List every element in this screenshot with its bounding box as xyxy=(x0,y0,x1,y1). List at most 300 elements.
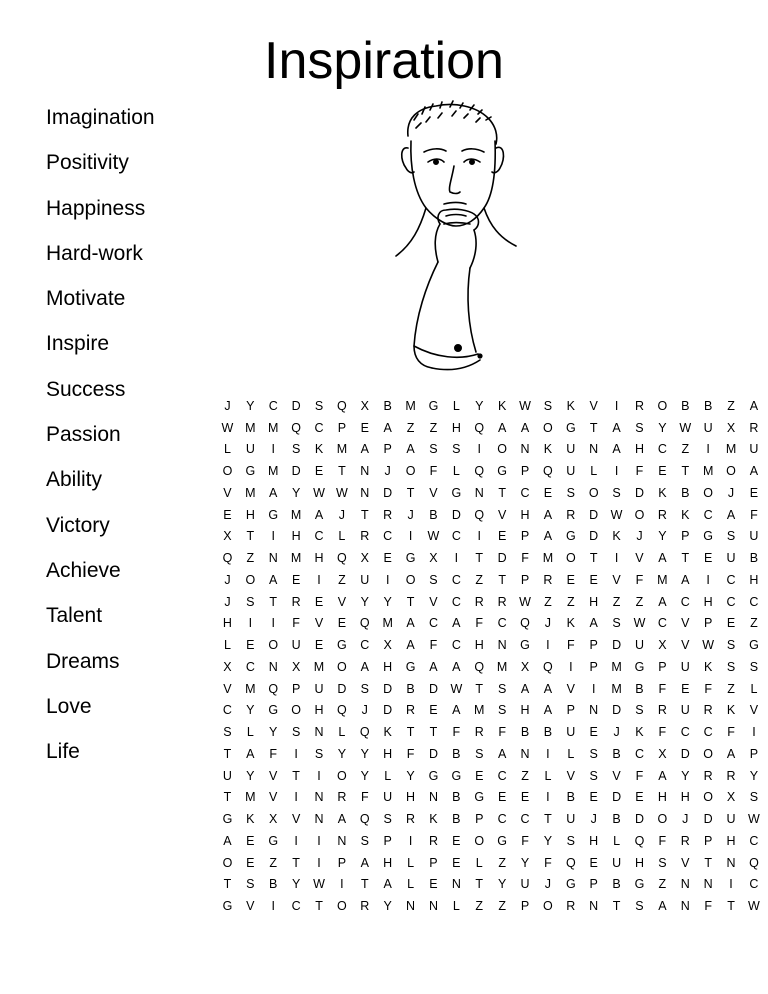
grid-letter: C xyxy=(703,725,713,740)
grid-letter: D xyxy=(428,746,438,761)
grid-letter: G xyxy=(634,877,645,892)
grid-letter: H xyxy=(245,507,255,522)
grid-letter: J xyxy=(544,877,552,892)
grid-letter: E xyxy=(543,485,553,500)
word-passion: Passion xyxy=(46,423,121,447)
grid-letter: D xyxy=(383,703,393,718)
grid-letter: X xyxy=(520,659,530,674)
grid-letter: E xyxy=(314,594,324,609)
grid-letter: O xyxy=(405,464,416,479)
grid-letter: Q xyxy=(474,464,485,479)
word-talent: Talent xyxy=(46,604,103,628)
word-motivate: Motivate xyxy=(46,287,126,311)
grid-letter: G xyxy=(565,420,576,435)
grid-letter: F xyxy=(429,638,438,653)
grid-row xyxy=(216,787,765,809)
grid-letter: Y xyxy=(749,768,759,783)
grid-letter: V xyxy=(589,398,598,413)
grid-letter: G xyxy=(749,638,759,653)
grid-letter: R xyxy=(337,790,347,805)
grid-row xyxy=(216,830,765,852)
grid-letter: Y xyxy=(246,398,255,413)
grid-letter: I xyxy=(271,442,275,457)
grid-letter: S xyxy=(360,833,369,848)
grid-letter: S xyxy=(360,681,369,696)
grid-letter: B xyxy=(612,877,621,892)
grid-letter: O xyxy=(543,420,553,435)
grid-letter: R xyxy=(383,507,393,522)
grid-letter: H xyxy=(291,529,301,544)
grid-letter: X xyxy=(223,659,232,674)
grid-letter: K xyxy=(635,725,644,740)
grid-letter: Z xyxy=(727,681,735,696)
grid-letter: C xyxy=(520,485,530,500)
grid-letter: Y xyxy=(246,768,255,783)
grid-letter: X xyxy=(223,529,232,544)
grid-letter: T xyxy=(406,725,415,740)
grid-letter: N xyxy=(268,659,278,674)
grid-letter: S xyxy=(291,442,301,457)
grid-row xyxy=(216,656,765,678)
grid-letter: S xyxy=(543,398,553,413)
word-ability: Ability xyxy=(46,468,103,492)
grid-letter: U xyxy=(566,812,576,827)
grid-letter: O xyxy=(222,464,233,479)
grid-letter: B xyxy=(612,746,621,761)
grid-letter: C xyxy=(726,594,736,609)
grid-letter: T xyxy=(338,464,346,479)
grid-letter: F xyxy=(704,899,712,914)
grid-letter: E xyxy=(497,790,507,805)
grid-letter: T xyxy=(498,572,506,587)
grid-letter: C xyxy=(497,812,507,827)
grid-letter: W xyxy=(679,420,692,435)
word-achieve: Achieve xyxy=(46,558,121,582)
grid-letter: M xyxy=(336,442,348,457)
grid-letter: L xyxy=(407,877,415,892)
grid-letter: S xyxy=(566,485,575,500)
grid-letter: N xyxy=(428,790,438,805)
grid-letter: Z xyxy=(498,899,506,914)
grid-letter: F xyxy=(704,681,712,696)
grid-letter: H xyxy=(451,420,461,435)
grid-letter: G xyxy=(405,551,416,566)
grid-row xyxy=(216,417,765,439)
grid-letter: P xyxy=(520,899,530,914)
grid-letter: A xyxy=(429,659,438,674)
grid-letter: V xyxy=(749,703,759,718)
grid-letter: A xyxy=(406,638,415,653)
grid-letter: Z xyxy=(338,572,346,587)
grid-letter: Z xyxy=(475,572,484,587)
grid-letter: Z xyxy=(612,594,621,609)
grid-letter: U xyxy=(291,638,301,653)
grid-letter: Q xyxy=(337,398,347,413)
grid-letter: I xyxy=(317,572,321,587)
grid-letter: O xyxy=(268,638,279,653)
grid-letter: L xyxy=(246,725,254,740)
grid-letter: S xyxy=(749,659,759,674)
word-life: Life xyxy=(46,740,80,764)
grid-letter: N xyxy=(589,703,599,718)
grid-letter: N xyxy=(520,442,530,457)
grid-letter: H xyxy=(222,616,232,631)
grid-letter: Z xyxy=(246,551,255,566)
grid-letter: B xyxy=(543,725,553,740)
grid-letter: E xyxy=(429,877,438,892)
grid-letter: S xyxy=(749,790,759,805)
grid-letter: T xyxy=(406,594,415,609)
grid-letter: H xyxy=(634,442,644,457)
grid-letter: P xyxy=(520,464,530,479)
grid-letter: L xyxy=(613,833,621,848)
grid-letter: A xyxy=(520,420,530,435)
grid-letter: M xyxy=(405,398,416,413)
grid-letter: I xyxy=(408,833,413,848)
grid-letter: G xyxy=(565,877,576,892)
grid-letter: S xyxy=(497,703,507,718)
grid-letter: I xyxy=(385,572,390,587)
grid-letter: I xyxy=(271,616,275,631)
grid-letter: A xyxy=(658,594,667,609)
grid-letter: A xyxy=(360,659,369,674)
grid-letter: I xyxy=(294,790,298,805)
grid-letter: S xyxy=(726,529,736,544)
grid-letter: E xyxy=(337,616,347,631)
grid-letter: U xyxy=(680,659,690,674)
word-imagination: Imagination xyxy=(46,106,155,129)
grid-letter: R xyxy=(703,768,713,783)
grid-letter: S xyxy=(497,681,507,696)
grid-letter: R xyxy=(474,594,484,609)
grid-letter: Y xyxy=(658,420,667,435)
grid-row xyxy=(216,765,765,787)
grid-letter: N xyxy=(314,790,324,805)
grid-letter: L xyxy=(544,768,552,783)
grid-letter: H xyxy=(749,572,759,587)
grid-letter: Y xyxy=(360,746,369,761)
grid-letter: F xyxy=(521,551,529,566)
grid-letter: Z xyxy=(566,594,575,609)
grid-row xyxy=(216,547,765,569)
grid-letter: W xyxy=(633,616,646,631)
grid-letter: V xyxy=(314,616,324,631)
grid-letter: F xyxy=(292,616,300,631)
grid-letter: H xyxy=(383,746,393,761)
grid-letter: T xyxy=(429,725,438,740)
grid-letter: H xyxy=(726,833,736,848)
grid-letter: R xyxy=(474,725,484,740)
grid-letter: Y xyxy=(360,594,369,609)
grid-letter: L xyxy=(452,899,460,914)
grid-letter: B xyxy=(681,485,690,500)
grid-letter: U xyxy=(703,420,713,435)
grid-letter: Q xyxy=(291,420,301,435)
grid-letter: F xyxy=(658,725,667,740)
grid-letter: S xyxy=(452,442,461,457)
grid-letter: N xyxy=(268,551,278,566)
grid-letter: M xyxy=(245,681,256,696)
grid-letter: V xyxy=(612,572,621,587)
grid-letter: L xyxy=(223,638,231,653)
grid-row xyxy=(216,700,765,722)
grid-letter: K xyxy=(429,812,438,827)
grid-letter: N xyxy=(406,899,416,914)
grid-letter: P xyxy=(337,420,347,435)
grid-letter: R xyxy=(634,398,644,413)
grid-letter: G xyxy=(268,703,279,718)
grid-letter: E xyxy=(658,464,667,479)
grid-letter: E xyxy=(589,572,598,587)
grid-letter: P xyxy=(520,572,530,587)
grid-letter: V xyxy=(429,594,438,609)
grid-letter: D xyxy=(634,812,644,827)
grid-letter: I xyxy=(752,725,756,740)
grid-letter: K xyxy=(612,529,621,544)
grid-letter: N xyxy=(314,812,324,827)
grid-letter: B xyxy=(566,790,575,805)
grid-letter: G xyxy=(497,464,507,479)
grid-letter: E xyxy=(246,638,255,653)
grid-letter: A xyxy=(383,877,392,892)
grid-letter: M xyxy=(245,790,256,805)
grid-letter: I xyxy=(248,616,253,631)
word-inspire: Inspire xyxy=(46,332,110,356)
grid-letter: C xyxy=(749,594,759,609)
grid-letter: G xyxy=(268,833,279,848)
grid-letter: V xyxy=(291,812,301,827)
grid-letter: G xyxy=(405,659,416,674)
grid-letter: K xyxy=(681,507,690,522)
grid-row xyxy=(216,743,765,765)
grid-letter: P xyxy=(566,703,575,718)
grid-letter: F xyxy=(750,507,758,522)
grid-letter: M xyxy=(611,659,622,674)
grid-letter: R xyxy=(360,529,370,544)
word-success: Success xyxy=(46,377,126,401)
grid-letter: A xyxy=(749,464,759,479)
grid-letter: E xyxy=(589,725,598,740)
grid-letter: A xyxy=(612,420,621,435)
grid-letter: I xyxy=(477,442,481,457)
grid-letter: M xyxy=(268,464,279,479)
grid-letter: Q xyxy=(268,681,279,696)
grid-letter: J xyxy=(338,507,346,522)
grid-letter: B xyxy=(749,551,759,566)
grid-letter: B xyxy=(452,790,461,805)
grid-letter: F xyxy=(429,464,438,479)
grid-letter: C xyxy=(497,768,507,783)
grid-letter: Y xyxy=(681,768,690,783)
grid-letter: S xyxy=(635,899,644,914)
grid-letter: A xyxy=(360,855,369,870)
grid-letter: D xyxy=(680,746,690,761)
grid-letter: E xyxy=(635,790,644,805)
grid-letter: Y xyxy=(246,703,255,718)
grid-letter: T xyxy=(475,877,484,892)
grid-letter: P xyxy=(291,681,301,696)
grid-letter: A xyxy=(497,420,507,435)
grid-letter: N xyxy=(589,442,599,457)
grid-letter: K xyxy=(497,398,507,413)
grid-letter: Z xyxy=(727,398,735,413)
grid-letter: P xyxy=(589,877,598,892)
grid-letter: C xyxy=(291,899,301,914)
grid-letter: J xyxy=(727,485,735,500)
grid-letter: O xyxy=(222,855,233,870)
grid-letter: D xyxy=(497,551,507,566)
grid-letter: O xyxy=(474,833,485,848)
grid-letter: U xyxy=(634,638,644,653)
grid-letter: A xyxy=(337,812,347,827)
grid-letter: Y xyxy=(543,833,553,848)
grid-letter: R xyxy=(406,703,416,718)
grid-letter: T xyxy=(360,877,369,892)
grid-letter: X xyxy=(726,790,736,805)
grid-letter: I xyxy=(317,833,321,848)
grid-letter: M xyxy=(611,681,622,696)
grid-letter: M xyxy=(290,507,302,522)
grid-row xyxy=(216,460,765,482)
grid-letter: O xyxy=(291,703,301,718)
grid-letter: Q xyxy=(565,855,576,870)
grid-letter: S xyxy=(658,855,667,870)
grid-letter: O xyxy=(337,768,347,783)
grid-letter: S xyxy=(383,812,392,827)
grid-letter: F xyxy=(566,638,575,653)
grid-letter: U xyxy=(245,442,255,457)
grid-letter: B xyxy=(452,812,461,827)
grid-letter: Q xyxy=(474,659,485,674)
grid-letter: T xyxy=(589,420,598,435)
grid-letter: G xyxy=(337,638,347,653)
grid-letter: Y xyxy=(520,855,530,870)
grid-letter: Q xyxy=(474,420,485,435)
grid-letter: H xyxy=(634,855,644,870)
grid-letter: K xyxy=(726,703,736,718)
grid-letter: N xyxy=(520,746,530,761)
grid-letter: R xyxy=(657,507,667,522)
grid-letter: S xyxy=(566,833,575,848)
grid-letter: R xyxy=(680,833,690,848)
grid-letter: P xyxy=(475,812,484,827)
grid-letter: V xyxy=(681,855,690,870)
grid-letter: W xyxy=(313,485,325,500)
grid-row xyxy=(216,504,765,526)
grid-letter: F xyxy=(269,746,278,761)
grid-letter: W xyxy=(702,638,715,653)
grid-letter: T xyxy=(727,899,735,914)
grid-letter: R xyxy=(543,572,553,587)
grid-letter: J xyxy=(407,507,414,522)
grid-letter: J xyxy=(613,725,620,740)
grid-letter: X xyxy=(658,638,667,653)
grid-letter: C xyxy=(680,725,690,740)
grid-letter: X xyxy=(429,551,438,566)
grid-letter: Q xyxy=(222,551,233,566)
grid-letter: C xyxy=(360,638,370,653)
grid-letter: H xyxy=(314,703,324,718)
grid-letter: H xyxy=(589,594,599,609)
grid-letter: G xyxy=(634,659,645,674)
grid-letter: V xyxy=(337,594,347,609)
grid-letter: U xyxy=(726,551,736,566)
grid-letter: U xyxy=(612,855,622,870)
grid-letter: H xyxy=(520,703,530,718)
grid-letter: O xyxy=(543,899,553,914)
grid-letter: S xyxy=(314,398,324,413)
grid-letter: T xyxy=(475,681,484,696)
grid-letter: M xyxy=(702,464,714,479)
grid-letter: H xyxy=(589,833,599,848)
grid-letter: D xyxy=(383,681,393,696)
grid-letter: A xyxy=(658,768,667,783)
grid-letter: F xyxy=(360,790,369,805)
grid-row xyxy=(216,895,765,917)
grid-letter: F xyxy=(658,833,667,848)
grid-letter: J xyxy=(384,464,391,479)
grid-letter: D xyxy=(291,398,301,413)
grid-letter: T xyxy=(292,768,300,783)
grid-letter: Z xyxy=(750,616,758,631)
grid-letter: M xyxy=(382,616,393,631)
grid-letter: A xyxy=(612,442,621,457)
grid-letter: T xyxy=(246,529,255,544)
grid-letter: P xyxy=(703,833,713,848)
grid-letter: U xyxy=(314,681,324,696)
grid-letter: P xyxy=(383,442,392,457)
grid-letter: L xyxy=(567,746,575,761)
grid-row xyxy=(216,634,765,656)
grid-letter: P xyxy=(589,659,598,674)
grid-letter: E xyxy=(314,464,324,479)
grid-letter: B xyxy=(429,507,438,522)
grid-letter: X xyxy=(291,659,301,674)
grid-letter: Q xyxy=(359,812,370,827)
word-happiness: Happiness xyxy=(46,196,146,220)
grid-letter: W xyxy=(335,485,348,500)
page-title: Inspiration xyxy=(264,32,504,90)
grid-letter: B xyxy=(269,877,278,892)
grid-letter: U xyxy=(520,877,530,892)
grid-letter: W xyxy=(221,420,234,435)
grid-letter: F xyxy=(658,681,667,696)
grid-letter: D xyxy=(612,703,622,718)
grid-letter: T xyxy=(704,855,712,870)
grid-letter: I xyxy=(546,790,550,805)
grid-letter: K xyxy=(314,442,324,457)
grid-letter: S xyxy=(246,877,255,892)
grid-letter: E xyxy=(703,551,713,566)
grid-letter: R xyxy=(360,899,370,914)
grid-letter: Q xyxy=(543,464,553,479)
grid-letter: J xyxy=(544,616,552,631)
grid-letter: A xyxy=(726,746,736,761)
grid-letter: T xyxy=(223,877,232,892)
grid-letter: P xyxy=(520,529,530,544)
grid-letter: B xyxy=(452,746,461,761)
word-love: Love xyxy=(46,694,92,718)
grid-letter: Q xyxy=(634,833,645,848)
grid-letter: D xyxy=(383,485,393,500)
grid-letter: V xyxy=(223,485,232,500)
grid-letter: R xyxy=(726,768,736,783)
grid-letter: A xyxy=(726,507,736,522)
grid-letter: I xyxy=(317,768,321,783)
grid-letter: R xyxy=(749,420,759,435)
grid-letter: E xyxy=(383,551,392,566)
grid-letter: N xyxy=(451,877,461,892)
